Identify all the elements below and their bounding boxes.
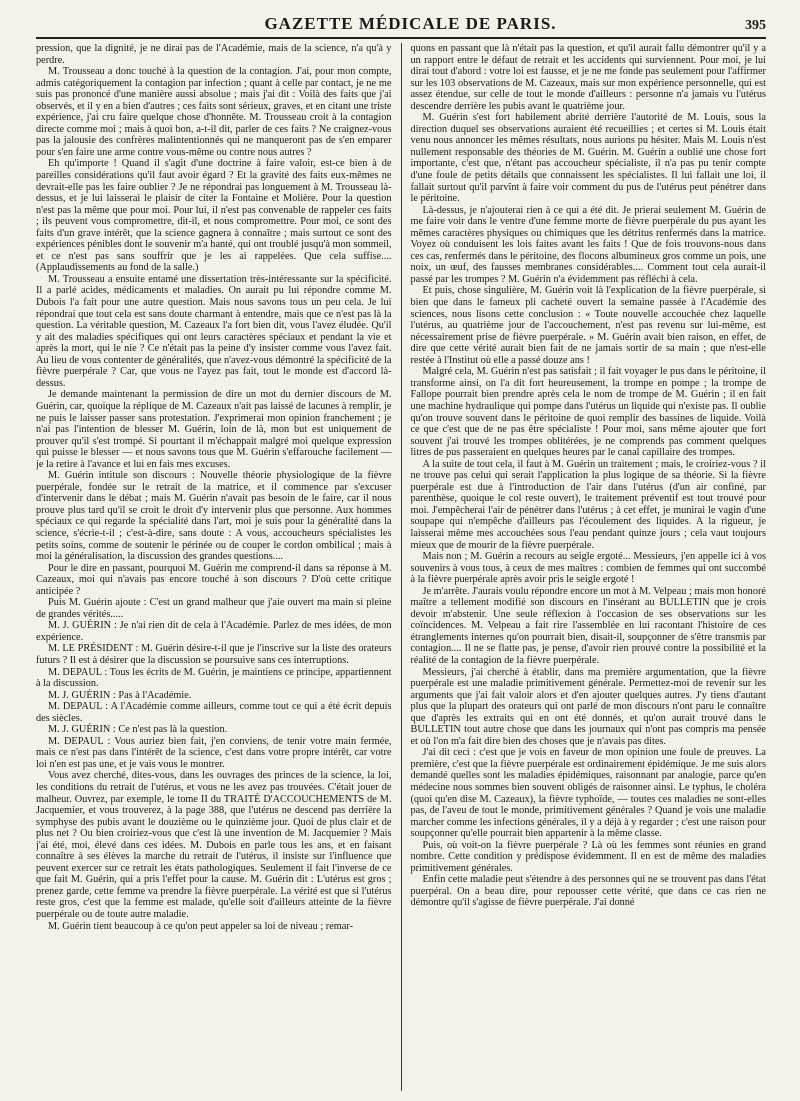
paragraph: pression, que la dignité, je ne dirai pas de l'Académie, mais de la science, n'a qu'à y perdre. xyxy=(36,43,392,66)
journal-title: GAZETTE MÉDICALE DE PARIS. xyxy=(264,14,557,33)
paragraph: M. J. GUÉRIN : Pas à l'Académie. xyxy=(48,689,192,701)
paragraph: Eh qu'importe ! Quand il s'agit d'une doctrine à faire valoir, est-ce bien à de pareilles considérations qu'il faut avoir égard ? Et la gravité des faits eux-mêmes ne devrait-elle pas les faire oublier ? Je ne répondrai pas longuement à M. Trousseau là-dessus, et je lui laisserai le plaisir de citer la Fontaine et Molière. Pour la question n'est pas la même que pour moi. Pour lui, il n'est pas convenable de rappeler ces faits ; ils peuvent vous compromettre, dit-il, et nous compromettre. Pour moi, ce sont des faits d'un grave intérêt, que la science gagnera à connaître ; mais surtout ce sont des expériences pénibles dont le souvenir m'a hanté, qui ont troublé jusqu'à mon sommeil, et ce n'est pas sans souffrir que je les ai rappelées. Que cela suffise.... (Applaudissements au fond de la salle.) xyxy=(36,158,392,274)
paragraph: Enfin cette maladie peut s'étendre à des personnes qui ne se trouvent pas dans l'état puerpéral. On a beau dire, pour repousser cette vérité, que dans ce cas rien ne démontre qu'il s'agisse de fièvre puerpérale. J'ai donné xyxy=(410,874,766,909)
paragraph: Malgré cela, M. Guérin n'est pas satisfait ; il fait voyager le pus dans le péritoine, il transforme ainsi, on l'a dit fort heureusement, la trompe en pompe ; la trompe de Fallope pourrait bien prendre après cela le nom de trompe de M. Guérin ; il en fait une machine hydraulique qui pompe dans l'utérus un liquide qui n'existe pas. Il oublie qu'on trouve souvent dans le péritoine de quoi remplir des bassines de liquide. Voilà ce que c'est que de ne pas être spécialiste ! Pour moi, sans même ajouter que fort souvent j'ai trouvé les trompes oblitérées, je ne comprends pas comment quelques litres de pus passeraient en quelques heures par le canal capillaire des trompes. xyxy=(410,366,766,459)
page-number: 395 xyxy=(744,18,766,33)
paragraph: Puis, où voit-on la fièvre puerpérale ? Là où les femmes sont réunies en grand nombre. Cette condition y prédispose évidemment. Il en est de même des maladies primitivement générales. xyxy=(410,839,766,874)
paragraph: M. Trousseau a donc touché à la question de la contagion. J'ai, pour mon compte, admis catégoriquement la contagion par infection ; quant à celle par contact, je ne me suis pas prononcé d'une manière aussi absolue ; mais j'ai dit : Voilà des faits que j'ai observés, et il y en a bien d'autres ; ces faits sont sérieux, graves, et en citant une triste expérience, j'ai cru faire quelque chose d'honnête. M. Trousseau croit à la contagion directe comme moi ; mais à quoi bon, a-t-il dit, parler de ces faits ? Ne craignez-vous pas la jalousie des confrères malintentionnés qui ne manqueront pas de s'en emparer pour s'en faire une arme contre vous-même ou contre nous autres ? xyxy=(36,66,392,158)
paragraph: A la suite de tout cela, il faut à M. Guérin un traitement ; mais, le croiriez-vous ? il ne trouve pas celui qui serait l'application la plus logique de sa théorie. Si la fièvre puerpérale est due à l'introduction de l'air dans l'utérus (d'un air confiné, par parenthèse, quoique le col reste ouvert), le traitement préventif est tout trouvé pour moi. J'empêcherai l'air de pénétrer dans l'utérus ; à cet effet, je munirai le vagin d'une soupape qui n'empêche d'ailleurs pas l'écoulement des liquides. A la rigueur, je laisserai même mes accouchées sous l'eau pendant quinze jours ; cela vaut toujours mieux que de mourir de la fièvre puerpérale. xyxy=(410,458,766,551)
paragraph: M. DEPAUL : Tous les écrits de M. Guérin, je maintiens ce principe, appartiennent à la discussion. xyxy=(36,666,392,690)
paragraph: Là-dessus, je n'ajouterai rien à ce qui a été dit. Je prierai seulement M. Guérin de me faire voir dans le ventre d'une femme morte de fièvre puerpérale du pus ayant les mêmes caractères physiques ou chimiques que les détritus renfermés dans la matrice. Voyez où conduisent les lois faites avant les faits ! Que de fois trouvons-nous dans ces cas, renfermés dans le péritoine, des flocons albumineux gros comme un pois, une noix, un œuf, des fausses membranes considérables.... Comment tout cela aurait-il passé par les trompes ? M. Guérin n'a évidemment pas réfléchi à cela. xyxy=(410,204,766,285)
paragraph: Puis M. Guérin ajoute : C'est un grand malheur que j'aie ouvert ma main si pleine de grandes vérités..... xyxy=(36,597,392,620)
paragraph: Vous avez cherché, dites-vous, dans les ouvrages des princes de la science, la loi, les conditions du retrait de l'utérus, et vous ne les avez pas trouvées. C'était jouer de malheur. Ouvrez, par exemple, le tome II du TRAITÉ D'ACCOUCHEMENTS de M. Jacquemier, et vous trouverez, à la page 388, que l'utérus ne descend pas derrière la symphyse des pubis avant le douzième ou le quinzième jour. Quoi de plus clair et de plus net ? Ou bien croiriez-vous que c'est là une invention de M. Jacquemier ? Mais j'ai été, moi, élevé dans ces idées. M. Dubois en parle tous les ans, et en faisant connaître à ses élèves la marche du retrait de l'utérus, il insiste sur l'influence que peuvent exercer sur ce retrait les états pathologiques. Seulement il fait l'inverse de ce que fait M. Guérin, qui a pris l'effet pour la cause. M. Guérin dit : L'utérus est gros ; prenez garde, cette femme va prendre la fièvre puerpérale. La vérité est que si l'utérus reste gros, c'est que la femme est malade, qu'elle soit d'ailleurs atteinte de la fièvre puerpérale ou de toute autre maladie. xyxy=(36,770,392,921)
paragraph: M. Guérin intitule son discours : Nouvelle théorie physiologique de la fièvre puerpérale, fondée sur le retrait de la matrice, et il commence par s'excuser d'intervenir dans le débat ; mais M. Guérin n'avait pas besoin de le faire, car il nous prouve plus tard qu'il se croit le droit d'y intervenir plus que personne. Aux hommes spéciaux ce qui regarde la spécialité dans l'art, moi je suis pour la généralité dans la science, s'écrie-t-il ; c'est-à-dire, sans doute : A vous, accoucheurs spécialistes les petits soins, comme de soutenir le périnée ou de couper le cordon ombilical ; mais à moi la généralisation, la discussion des grandes questions.... xyxy=(36,470,392,563)
paragraph: M. J. GUÉRIN : Je n'ai rien dit de cela à l'Académie. Parlez de mes idées, de mon expérience. xyxy=(36,620,392,643)
paragraph: Mais non ; M. Guérin a recours au seigle ergoté... Messieurs, j'en appelle ici à vos souvenirs à vous tous, à ceux de mes maîtres : combien de femmes qui ont succombé à la fièvre puerpérale après avoir pris le seigle ergoté ! xyxy=(410,551,766,586)
paragraph: M. DEPAUL : A l'Académie comme ailleurs, comme tout ce qui a été écrit depuis des siècles. xyxy=(36,701,392,724)
paragraph: Je m'arrête. J'aurais voulu répondre encore un mot à M. Velpeau ; mais mon honoré maître a tellement modifié son discours en l'insérant au BULLETIN que je crois devoir m'abstenir. Une seule réflexion à l'occasion de ses observations sur les coïncidences. M. Velpeau a fait rire l'assemblée en lui racontant l'histoire de ces étranglements internes qu'on pourrait bien, disait-il, soupçonner de s'être transmis par contagion.... Il ne se flatte pas, je pense, d'avoir rien prouvé contre la possibilité et la réalité de la contagion de la fièvre puerpérale. xyxy=(410,585,766,666)
paragraph: Et puis, chose singulière, M. Guérin voit là l'explication de la fièvre puerpérale, si bien que dans le fameux pli cacheté ouvert la semaine passée à l'Académie des sciences, nous lisons cette conclusion : « Toute nouvelle accouchée chez laquelle l'utérus, au quatrième jour de l'accouchement, n'est pas revenu sur lui-même, est nécessairement prise de fièvre puerpérale. » M. Guérin avait bien raison, en effet, de dire que cette vérité aurait bien fait de ne jamais sortir de sa main ; que n'est-elle restée à l'Institut où elle a passé douze ans ! xyxy=(410,285,766,366)
paragraph: Je demande maintenant la permission de dire un mot du dernier discours de M. Guérin, car, quoique la réplique de M. Cazeaux n'ait pas laissé de lacunes à remplir, je ne puis le laisser passer sans protestation. J'exprimerai mon opinion franchement ; je n'ai pas l'intention de blesser M. Guérin, loin de là, mon but est uniquement de prouver qu'il s'est trompé. Si pourtant il m'échappait malgré moi quelque expression qui puisse le blesser — et nous savons tous que M. Guérin s'effarouche facilement — je la retire à l'avance et lui en fais mes excuses. xyxy=(36,389,392,470)
left-column xyxy=(36,43,401,1091)
paragraph: M. LE PRÉSIDENT : M. Guérin désire-t-il que je l'inscrive sur la liste des orateurs futurs ? Il est à désirer que la discussion se poursuive sans ces interruptions. xyxy=(36,643,392,666)
paragraph: Messieurs, j'ai cherché à établir, dans ma première argumentation, que la fièvre puerpérale est une maladie primitivement générale. Permettez-moi de revenir sur les arguments que j'ai fait valoir alors et d'en ajouter quelques autres. J'y tiens d'autant plus que la plupart des orateurs qui ont parlé de mon discours n'ont paru le connaître que d'après les extraits qui en ont été donnés, et qu'on aurait trouvé dans le BULLETIN tout autre chose que dans les journaux qui n'ont pas compris ma pensée et où l'on m'a fait dire bien des choses que je n'avais pas dites. xyxy=(410,666,766,747)
text-columns xyxy=(36,43,766,1091)
paragraph: M. Guérin tient beaucoup à ce qu'on peut appeler sa loi de niveau ; remar- xyxy=(48,920,354,932)
paragraph: quons en passant que là n'était pas la question, et qu'il aurait fallu démontrer qu'il y a un rapport entre le défaut de retrait et les accidents qui surviennent. Pour moi, je lui dirai tout d'abord : votre loi est fausse, et je ne me fonde pas seulement pour l'affirmer sur les 103 observations de M. Cazeaux, mais sur mon expérience personnelle, qui est assez étendue, sur celle de tout le monde d'ailleurs : personne n'a jamais vu l'utérus descendre derrière les pubis avant le quatrième jour. xyxy=(410,43,766,112)
paragraph: M. DEPAUL : Vous auriez bien fait, j'en conviens, de tenir votre main fermée, mais ce n'est pas dans l'intérêt de la science, c'est dans votre propre intérêt, car votre loi n'en est pas une, et je vais vous le montrer. xyxy=(36,735,392,770)
paragraph: Pour le dire en passant, pourquoi M. Guérin me comprend-il dans sa réponse à M. Cazeaux, moi qui n'avais pas encore touché à son discours ? D'où cette critique anticipée ? xyxy=(36,562,392,597)
paragraph: M. Guérin s'est fort habilement abrité derrière l'autorité de M. Louis, sous la direction duquel ses observations auraient été recueillies ; et certes si M. Louis était venu nous annoncer les mêmes résultats, nous aurions pu hésiter. Mais M. Louis n'est nullement responsable des théories de M. Guérin. M. Guérin a oublié une chose fort importante, c'est que, n'étant pas accoucheur spécialiste, il n'a pas pu tenir compte d'une foule de petits détails que connaissent les spécialistes. Il lui fallait une loi, il fallait surtout qu'il parvînt à faire voir comment du pus de l'utérus peut pénétrer dans le péritoine. xyxy=(410,112,766,205)
paragraph: M. Trousseau a ensuite entamé une dissertation très-intéressante sur la spécificité. Il a parlé acides, médicaments et maladies. On aurait pu lui répondre comme M. Dubois l'a fait pour une autre question. Mais nous savons tous un peu cela. Je lui répondrai que tout cela est sans doute charmant à entendre, mais que ce n'est pas là la question. La véritable question, M. Cazeaux l'a fort bien dit, vous l'avez éludée. Qu'il y ait des maladies spécifiques qui ont leurs caractères spéciaux et pendant la vie et après la mort, qui le nie ? Ce n'était pas la peine d'y insister comme vous l'avez fait. Au lieu de vous contenter de généralités, que n'avez-vous démontré la spécificité de la fièvre puerpérale ? Car, que vous ne l'ayez pas fait, tout le monde est d'accord là-dessus. xyxy=(36,273,392,389)
paragraph: M. J. GUÉRIN : Ce n'est pas là la question. xyxy=(48,724,228,736)
right-column xyxy=(401,43,766,1091)
page-header xyxy=(36,14,766,39)
paragraph: J'ai dit ceci : c'est que je vois en faveur de mon opinion une foule de preuves. La première, c'est que la fièvre puerpérale est ordinairement épidémique. Je me suis alors demandé quelles sont les maladies épidémiques, raisonnant par analogie, parce qu'en médecine nous sommes bien souvent obligés de raisonner ainsi. Le typhus, le choléra (quoi qu'en dise M. Cazeaux), la fièvre typhoïde, — toutes ces maladies ne sont-elles pas, de l'aveu de tout le monde, primitivement générales ? Quand je vois une maladie marcher comme les infections générales, il y a déjà à y regarder ; c'est une raison pour soupçonner qu'elle pourrait bien appartenir à la même classe. xyxy=(410,747,766,840)
